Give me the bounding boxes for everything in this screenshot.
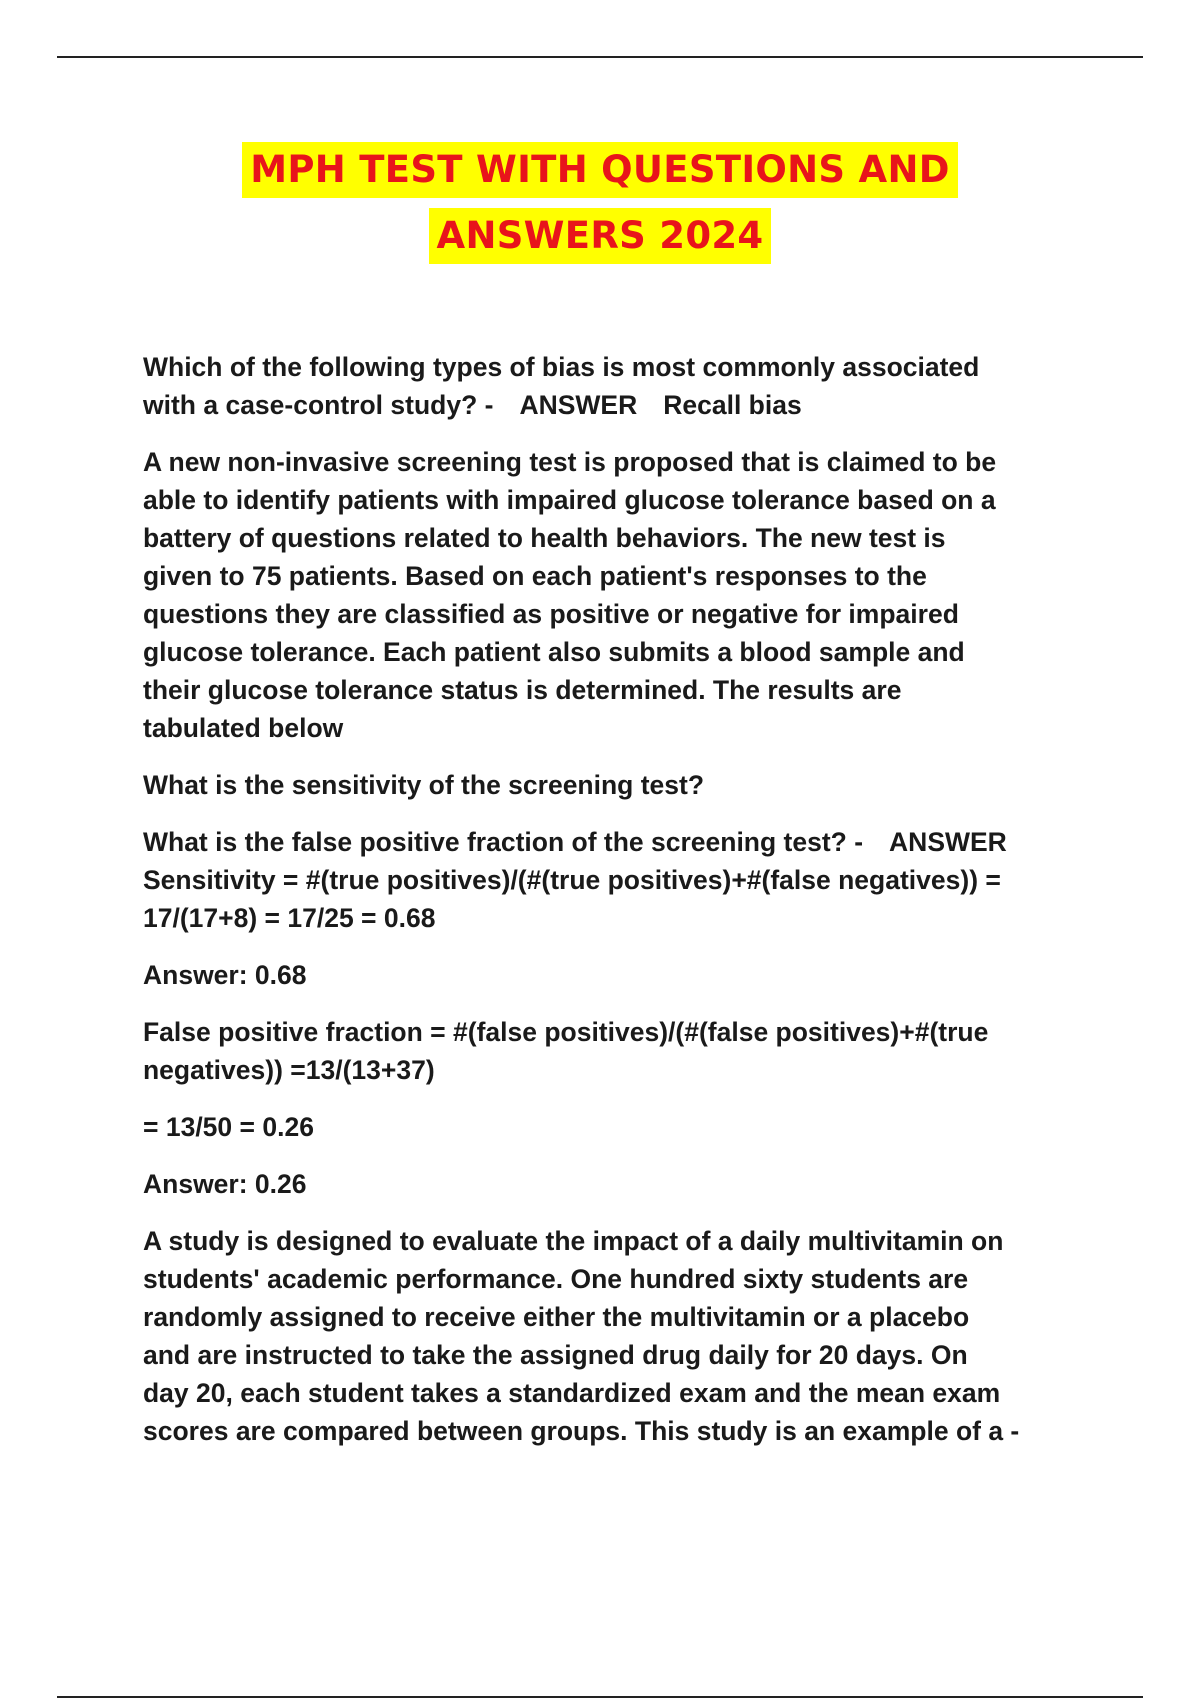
q2-line-1: A new non-invasive screening test is proposed that is claimed to be (143, 447, 997, 477)
document-body (143, 348, 1103, 1469)
q2-line-6: glucose tolerance. Each patient also submits a blood sample and (143, 637, 965, 667)
bottom-rule (57, 1696, 1143, 1698)
sensitivity-formula: Sensitivity = #(true positives)/(#(true positives)+#(false negatives)) = (143, 865, 1001, 895)
q2-line-8: tabulated below (143, 713, 344, 743)
q2-line-7: their glucose tolerance status is determined. The results are (143, 675, 902, 705)
q1-line-2: with a case-control study? - (143, 390, 494, 420)
answer-fpf: Answer: 0.26 (143, 1169, 307, 1199)
q3-line-2: students' academic performance. One hundred sixty students are (143, 1264, 969, 1294)
q1-answer-label: ANSWER (519, 390, 638, 420)
top-rule (57, 56, 1143, 58)
q2-line-4: given to 75 patients. Based on each patient's responses to the (143, 561, 927, 591)
q2-line-5: questions they are classified as positive or negative for impaired (143, 599, 959, 629)
q2-line-3: battery of questions related to health behaviors. The new test is (143, 523, 946, 553)
false-positive-formula (143, 1013, 1103, 1089)
q1-line-1: Which of the following types of bias is most commonly associated (143, 352, 980, 382)
document-title (0, 142, 1200, 274)
q2-sub-question-2-text: What is the false positive fraction of the screening test? - (143, 827, 864, 857)
q2-answer-label: ANSWER (889, 827, 1007, 857)
q2-line-2: able to identify patients with impaired glucose tolerance based on a (143, 485, 996, 515)
q2-sub-question-2 (143, 823, 1103, 937)
q2-sub-question-1: What is the sensitivity of the screening test? (143, 770, 705, 800)
q3-line-1: A study is designed to evaluate the impact of a daily multivitamin on (143, 1226, 1004, 1256)
fpf-line-1: False positive fraction = #(false positives)/(#(false positives)+#(true (143, 1017, 989, 1047)
sensitivity-calculation: 17/(17+8) = 17/25 = 0.68 (143, 903, 436, 933)
q3-line-6: scores are compared between groups. This study is an example of a - (143, 1416, 1020, 1446)
answer-sensitivity: Answer: 0.68 (143, 960, 307, 990)
question-2-stem (143, 443, 1103, 747)
q3-line-5: day 20, each student takes a standardized exam and the mean exam (143, 1378, 1001, 1408)
question-1 (143, 348, 1103, 424)
question-3 (143, 1222, 1103, 1450)
q3-line-4: and are instructed to take the assigned drug daily for 20 days. On (143, 1340, 968, 1370)
q3-line-3: randomly assigned to receive either the multivitamin or a placebo (143, 1302, 970, 1332)
q1-answer-text: Recall bias (663, 390, 802, 420)
title-line-2: ANSWERS 2024 (429, 208, 772, 264)
fpf-line-2: negatives)) =13/(13+37) (143, 1055, 435, 1085)
fpf-calculation: = 13/50 = 0.26 (143, 1112, 314, 1142)
title-line-1: MPH TEST WITH QUESTIONS AND (242, 142, 958, 198)
